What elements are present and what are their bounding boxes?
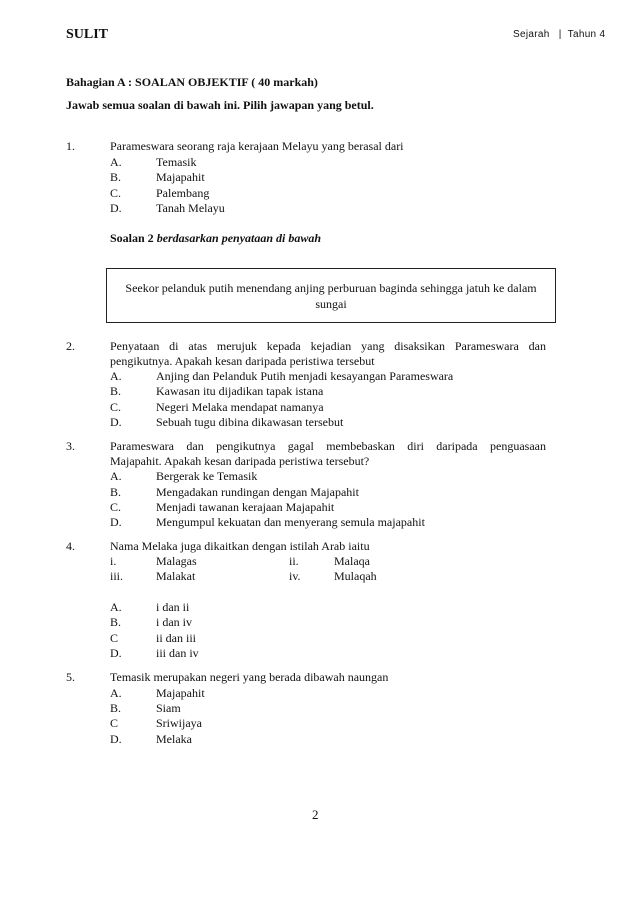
question-3-text-line2: Majapahit. Apakah kesan daripada peristiwa tersebut? — [110, 454, 370, 468]
q4-item-text: Malakat — [156, 569, 196, 583]
q1-option-text: Majapahit — [156, 170, 205, 184]
q5-option-letter: A. — [110, 686, 122, 700]
q1-option-text: Temasik — [156, 155, 197, 169]
q3-option-text: Mengumpul kekuatan dan menyerang semula majapahit — [156, 515, 425, 529]
stimulus-box — [106, 268, 556, 323]
question-4-text: Nama Melaka juga dikaitkan dengan istilah Arab iaitu — [110, 539, 370, 553]
q2-option-letter: B. — [110, 384, 122, 398]
question-1-text: Parameswara seorang raja kerajaan Melayu yang berasal dari — [110, 139, 404, 153]
q4-item-roman: iii. — [110, 569, 124, 583]
question-3-number: 3. — [66, 439, 75, 453]
q1-option-text: Tanah Melayu — [156, 201, 225, 215]
question-5-text: Temasik merupakan negeri yang berada dibawah naungan — [110, 670, 389, 684]
stimulus-label-bold: Soalan 2 — [110, 231, 157, 245]
q3-option-text: Menjadi tawanan kerajaan Majapahit — [156, 500, 335, 514]
q5-option-letter: C — [110, 716, 119, 730]
question-2-text-line1: Penyataan di atas merujuk kepada kejadian yang disaksikan Parameswara dan — [110, 339, 546, 353]
sulit-label: SULIT — [66, 27, 109, 42]
q2-option-text: Sebuah tugu dibina dikawasan tersebut — [156, 415, 344, 429]
q3-option-text: Mengadakan rundingan dengan Majapahit — [156, 485, 359, 499]
q4-item-text: Malagas — [156, 554, 197, 568]
q1-option-letter: B. — [110, 170, 122, 184]
q2-option-letter: A. — [110, 369, 122, 383]
q4-item-roman: i. — [110, 554, 117, 568]
q3-option-letter: A. — [110, 469, 122, 483]
q2-option-text: Anjing dan Pelanduk Putih menjadi kesayangan Parameswara — [156, 369, 454, 383]
q1-option-letter: A. — [110, 155, 122, 169]
q5-option-letter: B. — [110, 701, 122, 715]
q4-option-text: ii dan iii — [156, 631, 196, 645]
question-2-number: 2. — [66, 339, 75, 353]
q4-item-roman: iv. — [289, 569, 301, 583]
stimulus-text: Seekor pelanduk putih menendang anjing perburuan baginda sehingga jatuh ke dalam sungai — [125, 280, 537, 311]
q4-item-text: Mulaqah — [334, 569, 377, 583]
q2-option-text: Negeri Melaka mendapat namanya — [156, 400, 324, 414]
q5-option-text: Sriwijaya — [156, 716, 202, 730]
subject-header: Sejarah | Tahun 4 — [513, 29, 606, 40]
q4-option-text: iii dan iv — [156, 646, 199, 660]
q1-option-letter: D. — [110, 201, 122, 215]
stimulus-label-italic: berdasarkan penyataan di bawah — [156, 231, 322, 245]
q5-option-text: Majapahit — [156, 686, 205, 700]
q5-option-letter: D. — [110, 732, 122, 746]
q4-option-letter: D. — [110, 646, 122, 660]
q4-item-roman: ii. — [289, 554, 299, 568]
q2-option-letter: C. — [110, 400, 122, 414]
q5-option-text: Siam — [156, 701, 181, 715]
section-instruction: Jawab semua soalan di bawah ini. Pilih jawapan yang betul. — [66, 98, 374, 112]
question-3-text-line1: Parameswara dan pengikutnya gagal membebaskan diri daripada penguasaan — [110, 439, 546, 453]
q4-item-text: Malaqa — [334, 554, 370, 568]
q1-option-text: Palembang — [156, 186, 210, 200]
section-title: Bahagian A : SOALAN OBJEKTIF ( 40 markah) — [66, 75, 318, 89]
q4-option-text: i dan ii — [156, 600, 190, 614]
q4-option-letter: C — [110, 631, 119, 645]
q4-option-letter: A. — [110, 600, 122, 614]
q5-option-text: Melaka — [156, 732, 192, 746]
q3-option-text: Bergerak ke Temasik — [156, 469, 258, 483]
q2-option-text: Kawasan itu dijadikan tapak istana — [156, 384, 324, 398]
q1-option-letter: C. — [110, 186, 122, 200]
stimulus-label — [110, 231, 321, 245]
question-2-text-line2: pengikutnya. Apakah kesan daripada peristiwa tersebut — [110, 354, 375, 368]
q3-option-letter: C. — [110, 500, 122, 514]
q4-option-text: i dan iv — [156, 615, 192, 629]
q2-option-letter: D. — [110, 415, 122, 429]
page-number: 2 — [312, 807, 319, 822]
q3-option-letter: B. — [110, 485, 122, 499]
question-4-number: 4. — [66, 539, 75, 553]
question-1-number: 1. — [66, 139, 75, 153]
question-5-number: 5. — [66, 670, 75, 684]
q4-option-letter: B. — [110, 615, 122, 629]
q3-option-letter: D. — [110, 515, 122, 529]
